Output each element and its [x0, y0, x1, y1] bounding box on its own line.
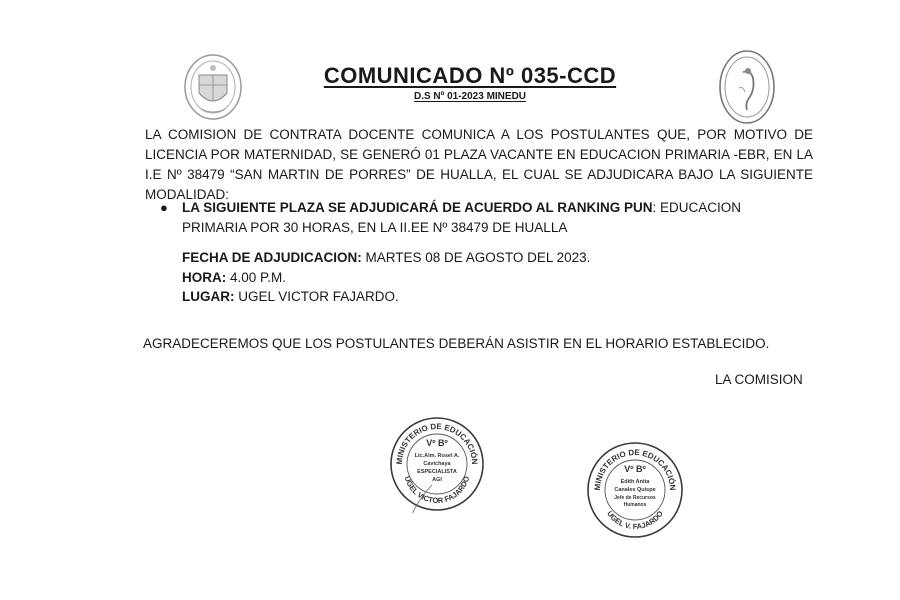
signature-label: LA COMISION — [715, 372, 803, 387]
stamp1-line-3: ESPECIALISTA — [417, 469, 457, 475]
fecha-value: MARTES 08 DE AGOSTO DEL 2023. — [361, 250, 591, 265]
document-subtitle: D.S Nº 01-2023 MINEDU — [413, 91, 527, 102]
stamp2-line-4: Humanos — [623, 502, 647, 508]
stamp2-line-3: Jefe de Recursos — [614, 495, 656, 501]
hora-label: HORA: — [182, 270, 227, 285]
stamp2-arc-bottom: UGEL V. FAJARDO — [605, 509, 665, 532]
bullet-text: : EDUCACION PRIMARIA POR 30 HORAS, EN LA II.EE Nº 38479 DE HUALLA — [182, 200, 742, 235]
lugar-label: LUGAR: — [182, 289, 235, 304]
intro-paragraph: LA COMISION DE CONTRATA DOCENTE COMUNICA A LOS POSTULANTES QUE, POR MOTIVO DE LICENCIA POR MATERNIDAD, SE GENERÓ 01 PLAZA VACANTE EN EDUCACION PRIMARIA -EBR, EN LA I.E Nº 38479 “SAN MARTIN DE PORRES” DE HUALLA, EL CUAL SE ADJUDICARA BAJO LA SIGUIENTE MODALIDAD: — [145, 127, 813, 202]
left-crest-emblem — [183, 53, 243, 121]
document-title: COMUNICADO Nº 035-CCD — [323, 63, 617, 88]
bullet-bold-text: LA SIGUIENTE PLAZA SE ADJUDICARÁ DE ACUERDO AL RANKING PUN — [182, 200, 653, 215]
bullet-content — [182, 198, 800, 238]
lugar-value: UGEL VICTOR FAJARDO. — [234, 289, 399, 304]
stamp2-arc-top: MINISTERIO DE EDUCACIÓN — [592, 447, 678, 491]
right-seal-emblem — [717, 48, 777, 126]
closing-paragraph: AGRADECEREMOS QUE LOS POSTULANTES DEBERÁN ASISTIR EN EL HORARIO ESTABLECIDO. — [143, 336, 770, 351]
bullet-icon: ● — [160, 200, 168, 215]
fecha-label: FECHA DE ADJUDICACION: — [182, 250, 362, 265]
approval-stamp-1 — [388, 415, 486, 513]
stamp1-line-4: AGI — [432, 477, 442, 483]
stamp2-line-1: Edith Anita — [620, 479, 650, 485]
stamp2-line-2: Canales Quispe — [614, 487, 656, 493]
fecha-line — [182, 248, 590, 268]
stamp2-vobo: Vº Bº — [624, 464, 646, 474]
approval-stamp-2 — [585, 440, 685, 540]
stamp1-line-1: Lic.Alm. Rosel A. — [414, 453, 460, 459]
modality-bullet — [160, 198, 800, 238]
stamp1-arc-top: MINISTERIO DE EDUCACIÓN — [394, 421, 480, 465]
stamp1-vobo: Vº Bº — [426, 438, 448, 448]
hora-line — [182, 268, 286, 288]
stamp1-line-2: Cavichaya — [423, 461, 451, 467]
lugar-line — [182, 287, 399, 307]
hora-value: 4.00 P.M. — [226, 270, 287, 285]
stamp1-arc-bottom: UGEL VICTOR FAJARDO — [402, 475, 472, 506]
